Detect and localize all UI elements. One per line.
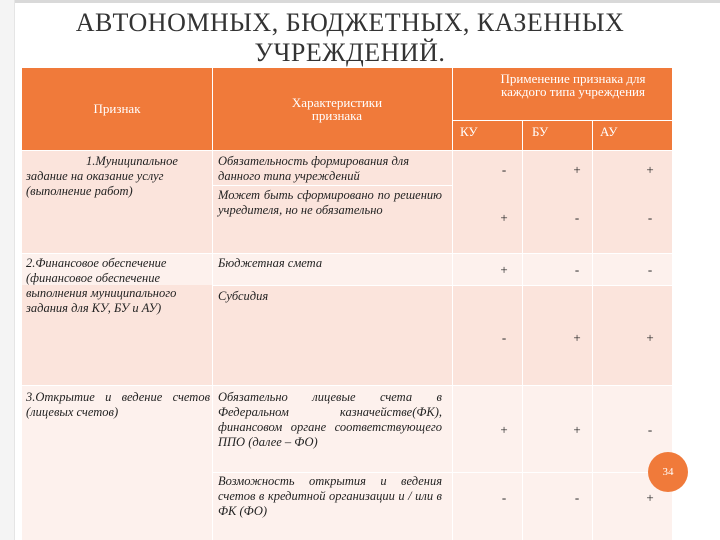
grid-hline-5 xyxy=(22,385,672,386)
row2-au-mark: - xyxy=(647,210,653,225)
header-bu: БУ xyxy=(522,120,592,150)
row1-bu-mark: + xyxy=(573,162,581,177)
row2-bu-mark: - xyxy=(574,210,580,225)
priznak-3: 3.Открытие и ведение счетов (лицевых счетов) xyxy=(26,390,210,419)
grid-hline-3 xyxy=(22,253,672,254)
char-4: Субсидия xyxy=(218,289,269,303)
header-application: Применение признака для каждого типа учреждения xyxy=(452,68,672,120)
comparison-table xyxy=(22,68,672,540)
char-3: Бюджетная смета xyxy=(218,256,323,270)
row4-au-mark: + xyxy=(646,330,654,345)
slide-title-line-1: АВТОНОМНЫХ, БЮДЖЕТНЫХ, КАЗЕННЫХ xyxy=(75,8,625,37)
char-5: Обязательно лицевые счета в Федеральном казначействе(ФК), финансовом органе соответствующего ППО (далее – ФО) xyxy=(218,390,442,449)
grid-vline-4 xyxy=(592,120,593,540)
row3-ku-mark: + xyxy=(500,262,508,277)
row3-bu-mark: - xyxy=(574,262,580,277)
row5-bu-mark: + xyxy=(573,422,581,437)
slide-title xyxy=(40,8,660,68)
row1-au-mark: + xyxy=(646,162,654,177)
slide-title-line-2: УЧРЕЖДЕНИЙ. xyxy=(254,38,446,67)
row6-bu-mark: - xyxy=(574,490,580,505)
header-au: АУ xyxy=(592,120,672,150)
char-2: Может быть сформировано по решению учредителя, но не обязательно xyxy=(218,188,442,217)
header-characteristics: Характеристики признака xyxy=(212,68,452,150)
row2-ku-mark: + xyxy=(500,210,508,225)
grid-hline-header xyxy=(452,120,672,121)
char-6: Возможность открытия и ведения счетов в кредитной организации и / или в ФК (ФО) xyxy=(218,474,442,518)
grid-vline-3 xyxy=(522,120,523,540)
row1-ku-mark: - xyxy=(501,162,507,177)
header-priznak: Признак xyxy=(22,68,212,150)
row5-au-mark: - xyxy=(647,422,653,437)
row4-bu-mark: + xyxy=(573,330,581,345)
priznak-1: 1.Муниципальное задание на оказание услуг (выполнение работ) xyxy=(26,154,178,198)
row6-au-mark: + xyxy=(646,490,654,505)
slide-left-divider xyxy=(14,0,15,540)
row3-au-mark: - xyxy=(647,262,653,277)
slide-number-badge: 34 xyxy=(648,452,688,492)
row6-ku-mark: - xyxy=(501,490,507,505)
row4-ku-mark: - xyxy=(501,330,507,345)
slide-top-border xyxy=(0,0,720,3)
grid-hline-2 xyxy=(212,185,452,186)
grid-hline-6 xyxy=(212,472,672,473)
grid-hline-4 xyxy=(212,285,672,286)
grid-hline-1 xyxy=(22,150,672,151)
char-1: Обязательность формирования для данного типа учреждений xyxy=(218,154,410,183)
grid-vline-2 xyxy=(452,68,453,540)
priznak-2: 2.Финансовое обеспечение (финансовое обеспечение выполнения муниципального задания для КУ, БУ и АУ) xyxy=(26,256,177,315)
row5-ku-mark: + xyxy=(500,422,508,437)
header-ku: КУ xyxy=(452,120,522,150)
grid-vline-1 xyxy=(212,68,213,540)
slide-left-border xyxy=(0,0,15,540)
